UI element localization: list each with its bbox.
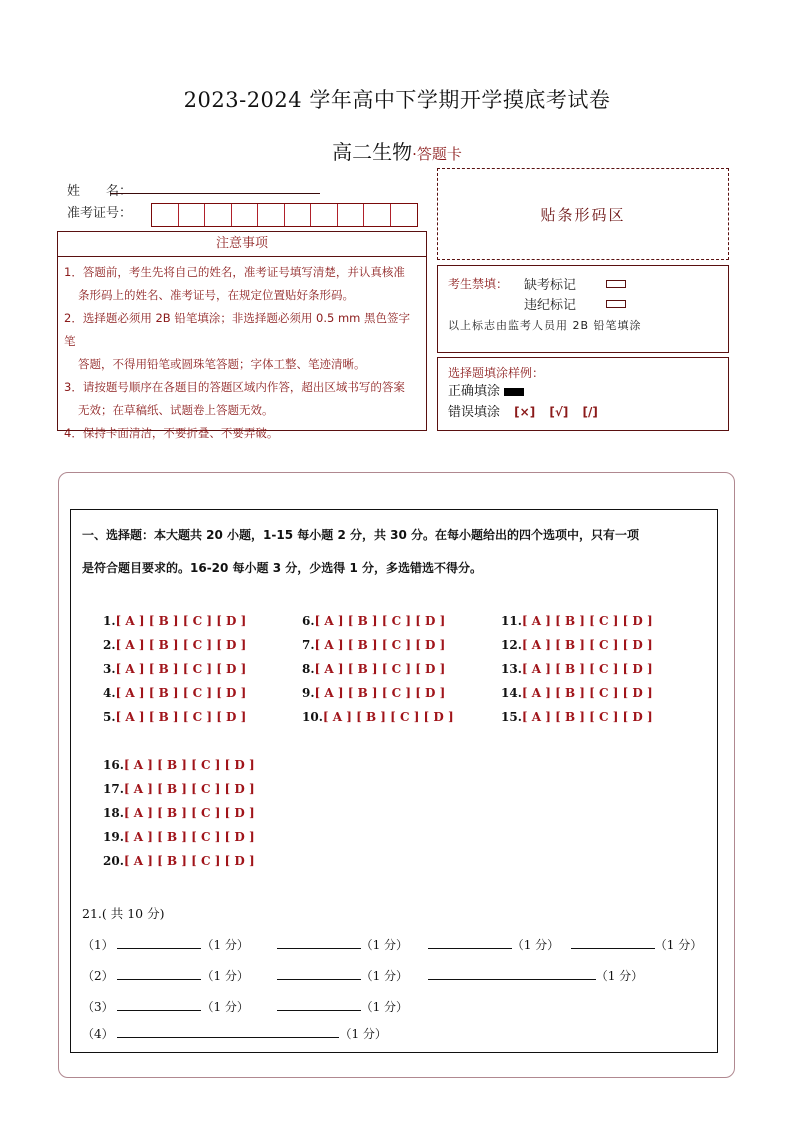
answer-blank[interactable]: [117, 1026, 339, 1038]
notice-item-4: 4．保持卡面清洁，不要折叠、不要弄破。: [64, 426, 279, 440]
admission-digit-box[interactable]: [364, 204, 391, 226]
admission-number-label: 准考证号：: [67, 206, 133, 221]
answer-blank[interactable]: [277, 937, 361, 949]
answer-blank[interactable]: [117, 937, 201, 949]
correct-fill-example: [504, 388, 524, 396]
admission-digit-box[interactable]: [258, 204, 285, 226]
question-row[interactable]: 14.[ A ] [ B ] [ C ] [ D ]: [501, 686, 653, 700]
admission-digit-box[interactable]: [232, 204, 259, 226]
q21-part4: （4） （1 分）: [82, 1027, 387, 1041]
question-row[interactable]: 7.[ A ] [ B ] [ C ] [ D ]: [302, 638, 446, 652]
name-field[interactable]: [110, 193, 320, 194]
admission-digit-box[interactable]: [338, 204, 365, 226]
answer-card-label: 答题卡: [416, 145, 462, 163]
question-row[interactable]: 8.[ A ] [ B ] [ C ] [ D ]: [302, 662, 446, 676]
fill-sample-box: [437, 357, 729, 431]
admission-digit-box[interactable]: [205, 204, 232, 226]
q21-part2: （2） （1 分） （1 分） （1 分）: [82, 969, 644, 983]
question-row[interactable]: 1.[ A ] [ B ] [ C ] [ D ]: [103, 614, 247, 628]
wrong-fill-cross: [×]: [514, 405, 536, 419]
q21-title: 21.( 共 10 分): [82, 906, 165, 921]
answer-blank[interactable]: [428, 968, 596, 980]
question-row[interactable]: 18.[ A ] [ B ] [ C ] [ D ]: [103, 806, 255, 820]
notice-body: [57, 256, 427, 440]
notice-item-3: 3．请按题号顺序在各题目的答题区域内作答，超出区域书写的答案 无效；在草稿纸、试题卷上答题无效。: [64, 380, 405, 417]
notice-item-1: 1．答题前，考生先将自己的姓名，准考证号填写清楚，并认真核准 条形码上的姓名、准考证号，在规定位置贴好条形码。: [64, 265, 405, 302]
answer-blank[interactable]: [571, 937, 655, 949]
admission-digit-box[interactable]: [391, 204, 418, 226]
fill-sample-label: 选择题填涂样例：: [448, 366, 545, 380]
examiner-only-box: [437, 265, 729, 353]
question-row[interactable]: 10.[ A ] [ B ] [ C ] [ D ]: [302, 710, 454, 724]
notice-title: 注意事项: [57, 231, 427, 257]
absent-mark-label: 缺考标记: [524, 278, 577, 293]
admission-number-boxes: [151, 203, 418, 227]
admission-digit-box[interactable]: [179, 204, 206, 226]
notice-item-2: 2．选择题必须用 2B 铅笔填涂；非选择题必须用 0.5 mm 黑色签字笔 答题，不得用铅笔或圆珠笔答题；字体工整、笔迹清晰。: [64, 311, 411, 371]
question-row[interactable]: 3.[ A ] [ B ] [ C ] [ D ]: [103, 662, 247, 676]
admission-digit-box[interactable]: [285, 204, 312, 226]
question-row[interactable]: 9.[ A ] [ B ] [ C ] [ D ]: [302, 686, 446, 700]
q21-part1: （1） （1 分） （1 分） （1 分） （1 分）: [82, 938, 703, 952]
subject-name: 高二生物: [332, 140, 413, 164]
answer-blank[interactable]: [428, 937, 512, 949]
subject-title: [0, 136, 794, 165]
question-row[interactable]: 16.[ A ] [ B ] [ C ] [ D ]: [103, 758, 255, 772]
answer-blank[interactable]: [117, 968, 201, 980]
title-dot: ·: [412, 145, 417, 163]
question-row[interactable]: 4.[ A ] [ B ] [ C ] [ D ]: [103, 686, 247, 700]
examiner-only-label: 考生禁填：: [448, 277, 509, 291]
answer-blank[interactable]: [117, 999, 201, 1011]
question-row[interactable]: 5.[ A ] [ B ] [ C ] [ D ]: [103, 710, 247, 724]
question-row[interactable]: 2.[ A ] [ B ] [ C ] [ D ]: [103, 638, 247, 652]
question-row[interactable]: 12.[ A ] [ B ] [ C ] [ D ]: [501, 638, 653, 652]
answer-blank[interactable]: [277, 999, 361, 1011]
question-row[interactable]: 13.[ A ] [ B ] [ C ] [ D ]: [501, 662, 653, 676]
question-row[interactable]: 6.[ A ] [ B ] [ C ] [ D ]: [302, 614, 446, 628]
name-label: 姓 名：: [67, 184, 133, 199]
admission-digit-box[interactable]: [152, 204, 179, 226]
examiner-note: 以上标志由监考人员用 2B 铅笔填涂: [448, 319, 642, 332]
barcode-area-label: 贴条形码区: [540, 205, 626, 224]
violation-mark-box[interactable]: [606, 300, 626, 308]
q21-part3: （3） （1 分） （1 分）: [82, 1000, 409, 1014]
question-row[interactable]: 20.[ A ] [ B ] [ C ] [ D ]: [103, 854, 255, 868]
barcode-area: [437, 168, 729, 260]
absent-mark-box[interactable]: [606, 280, 626, 288]
question-row[interactable]: 11.[ A ] [ B ] [ C ] [ D ]: [501, 614, 653, 628]
admission-digit-box[interactable]: [311, 204, 338, 226]
question-row[interactable]: 19.[ A ] [ B ] [ C ] [ D ]: [103, 830, 255, 844]
exam-title: 2023-2024 学年高中下学期开学摸底考试卷: [183, 88, 611, 112]
wrong-fill-check: [√]: [549, 405, 569, 419]
wrong-fill-slash: [/]: [582, 405, 598, 419]
wrong-fill-label: 错误填涂: [448, 405, 501, 420]
question-row[interactable]: 17.[ A ] [ B ] [ C ] [ D ]: [103, 782, 255, 796]
violation-mark-label: 违纪标记: [524, 298, 577, 313]
answer-blank[interactable]: [277, 968, 361, 980]
correct-fill-label: 正确填涂: [448, 384, 501, 399]
question-row[interactable]: 15.[ A ] [ B ] [ C ] [ D ]: [501, 710, 653, 724]
section1-instructions: 一、选择题：本大题共 20 小题，1-15 每小题 2 分，共 30 分。在每小题给出的四个选项中，只有一项 是符合题目要求的。16-20 每小题 3 分，少选得 1 分，多选错选不得分。: [82, 528, 640, 575]
